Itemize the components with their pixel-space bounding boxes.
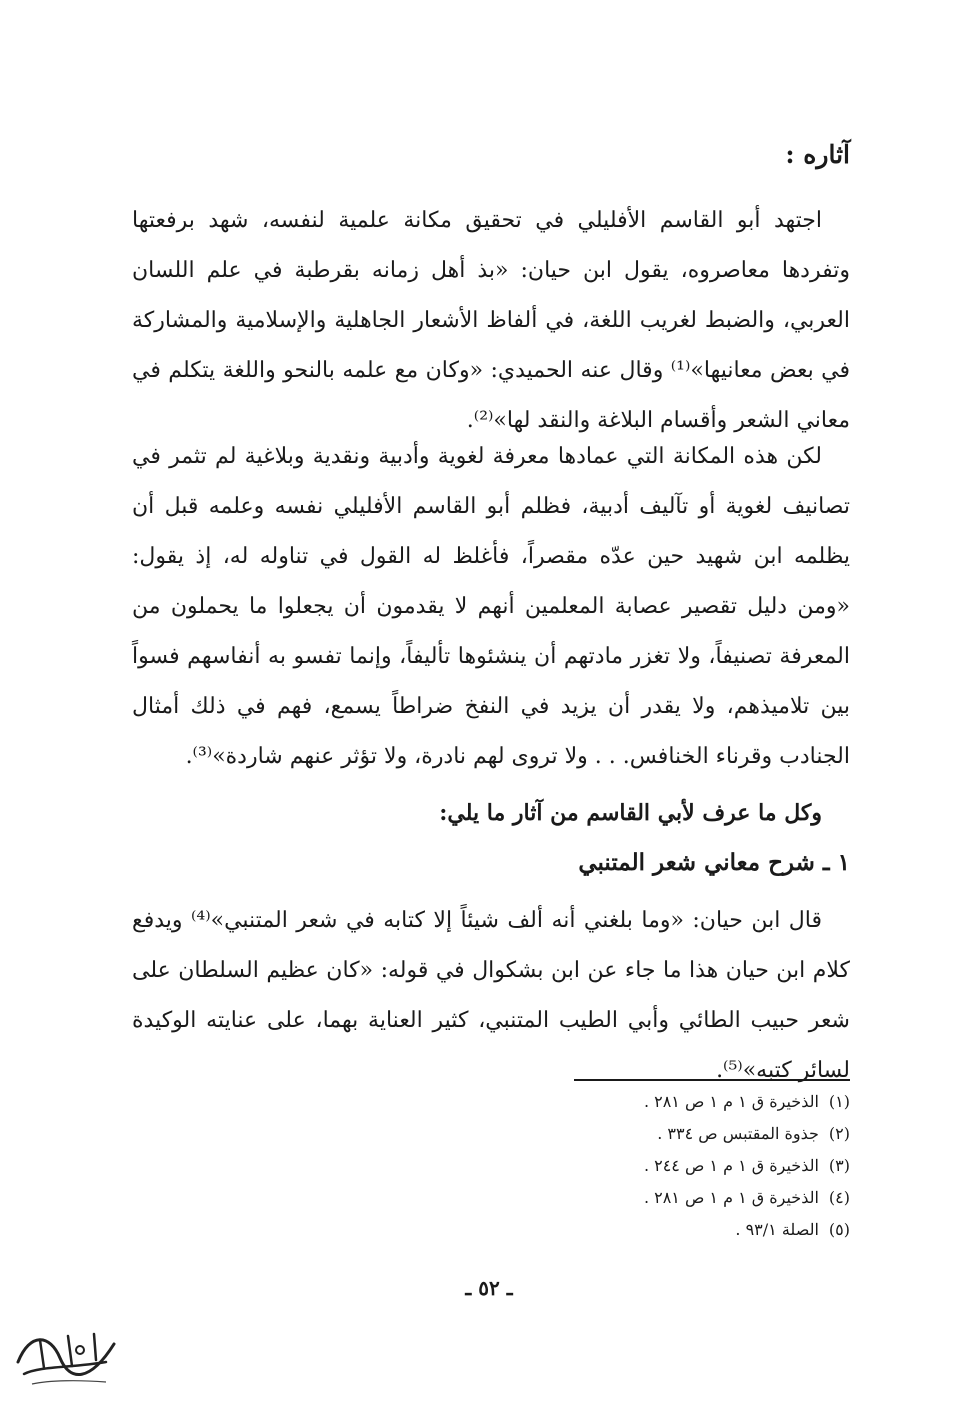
paragraph-ibn-hayyan: قال ابن حيان: «وما بلغني أنه ألف شيئاً إلا كتابه في شعر المتنبي»⁽⁴⁾ ويدفع كلام ابن حيان هذا ما جاء عن ابن بشكوال في قوله: «كان عظيم السلطان على شعر حبيب الطائي وأبي الطيب المتنبي، كثير العناية بهما، على عنايته الوكيدة لسائر كتبه»⁽⁵⁾. bbox=[132, 908, 850, 1083]
paragraph-intro: اجتهد أبو القاسم الأفليلي في تحقيق مكانة علمية لنفسه، شهد برفعتها وتفردها معاصروه، يقول ابن حيان: «بذ أهل زمانه بقرطبة في علم اللسان العربي، والضبط لغريب اللغة، في ألفاظ الأشعار الجاهلية والإسلامية والمشاركة في بعض معانيها»⁽¹⁾ وقال عنه الحميدي: «وكان مع علمه بالنحو واللغة يتكلم في معاني الشعر وأقسام البلاغة والنقد لها»⁽²⁾. bbox=[132, 208, 850, 433]
footnote-text: الذخيرة ق ١ م ١ ص ٢٨١ . bbox=[643, 1188, 819, 1207]
footnote-number: (١) bbox=[828, 1092, 850, 1111]
footnote-item bbox=[132, 1118, 850, 1150]
calligraphy-logo-icon bbox=[10, 1322, 122, 1392]
sub-heading-work-1: ١ ـ شرح معاني شعر المتنبي bbox=[578, 849, 850, 876]
footnote-text: الذخيرة ق ١ م ١ ص ٢٤٤ . bbox=[643, 1156, 819, 1175]
footnotes-list bbox=[132, 1086, 850, 1246]
footnote-text: الذخيرة ق ١ م ١ ص ٢٨١ . bbox=[643, 1092, 819, 1111]
footnote-item bbox=[132, 1086, 850, 1118]
footnote-number: (٥) bbox=[828, 1220, 850, 1239]
page-number: ـ ٥٢ ـ bbox=[465, 1276, 513, 1300]
footnote-item bbox=[132, 1150, 850, 1182]
paragraph-works-intro: وكل ما عرف لأبي القاسم من آثار ما يلي: bbox=[439, 800, 822, 826]
footnote-number: (٢) bbox=[828, 1124, 850, 1143]
footnote-text: جذوة المقتبس ص ٣٣٤ . bbox=[657, 1124, 819, 1143]
footnote-text: الصلة ٩٣/١ . bbox=[735, 1220, 819, 1239]
footnote-number: (٣) bbox=[828, 1156, 850, 1175]
footnote-item bbox=[132, 1214, 850, 1246]
library-stamp-logo bbox=[10, 1322, 122, 1392]
footnote-separator bbox=[574, 1079, 850, 1081]
footnote-item bbox=[132, 1182, 850, 1214]
footnote-number: (٤) bbox=[828, 1188, 850, 1207]
section-heading: آثاره : bbox=[785, 140, 850, 169]
paragraph-criticism: لكن هذه المكانة التي عمادها معرفة لغوية وأدبية ونقدية وبلاغية لم تثمر في تصانيف لغوية أو تآليف أدبية، فظلم أبو القاسم الأفليلي نفسه وعلمه قبل أن يظلمه ابن شهيد حين عدّه مقصراً، فأغلظ له القول في تناوله له، إذ يقول: «ومن دليل تقصير عصابة المعلمين أنهم لا يقدمون أن يجعلوا ما يحملون من المعرفة تصنيفاً، ولا تغزر مادتهم أن ينشئوها تأليفاً، وإنما تفسو به أنفاسهم فسواً بين تلاميذهم، ولا يقدر أن يزيد في النفخ ضراطاً يسمع، فهم في ذلك أمثال الجنادب وقرناء الخنافس. . . ولا تروى لهم نادرة، ولا تؤثر عنهم شاردة»⁽³⁾. bbox=[132, 444, 850, 769]
